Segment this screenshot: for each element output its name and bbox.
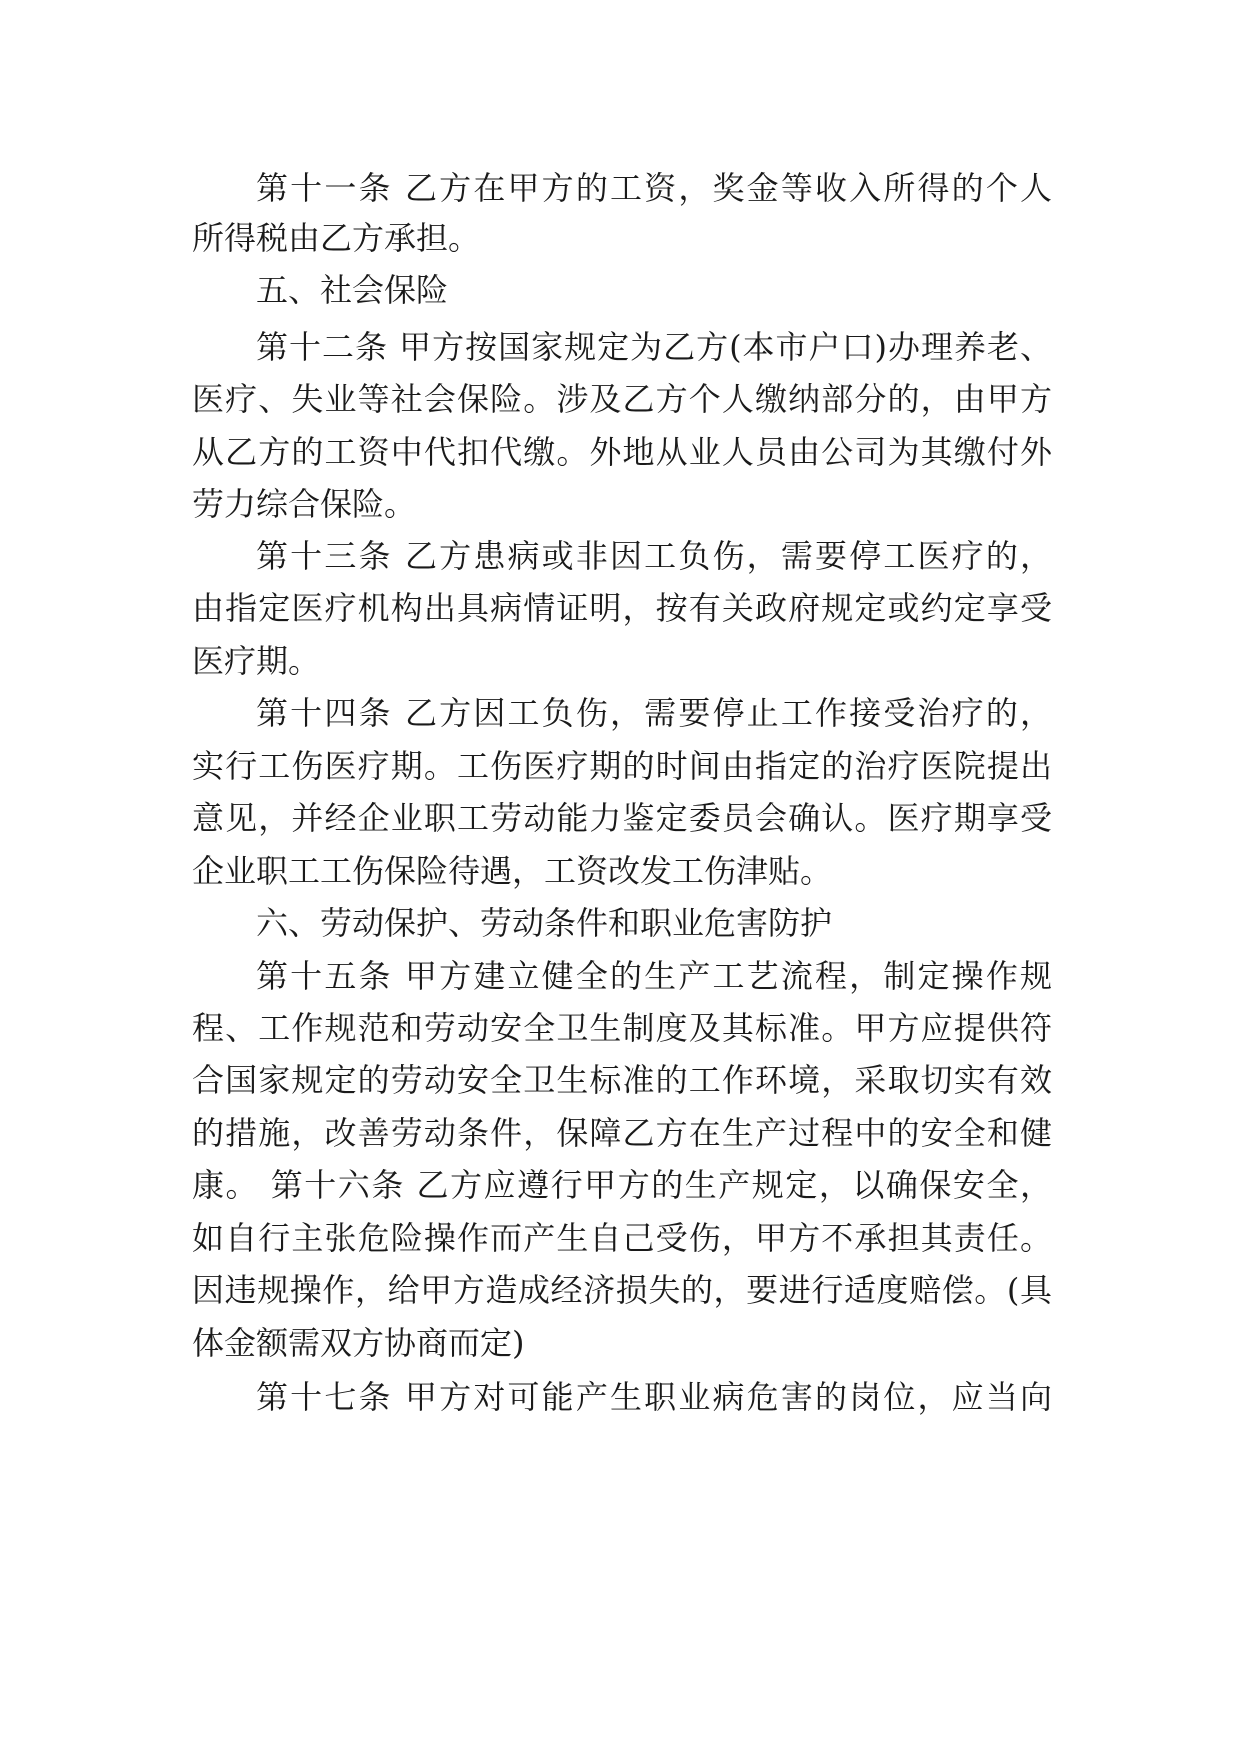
text-line: 第十二条 甲方按国家规定为乙方(本市户口)办理养老、: [256, 328, 1052, 366]
text-line: 从乙方的工资中代扣代缴。外地从业人员由公司为其缴付外: [192, 433, 1052, 471]
text-line: 的措施，改善劳动条件，保障乙方在生产过程中的安全和健: [192, 1114, 1052, 1152]
text-line: 医疗期。: [192, 642, 321, 680]
section-heading: 六、劳动保护、劳动条件和职业危害防护: [256, 904, 833, 942]
text-line: 程、工作规范和劳动安全卫生制度及其标准。甲方应提供符: [192, 1009, 1052, 1047]
text-line: 所得税由乙方承担。: [192, 219, 481, 257]
text-line: 由指定医疗机构出具病情证明，按有关政府规定或约定享受: [192, 589, 1052, 627]
text-line: 体金额需双方协商而定): [192, 1324, 525, 1362]
text-line: 合国家规定的劳动安全卫生标准的工作环境，采取切实有效: [192, 1061, 1052, 1099]
text-line: 第十五条 甲方建立健全的生产工艺流程，制定操作规: [256, 957, 1052, 995]
text-line: 第十四条 乙方因工负伤，需要停止工作接受治疗的，: [256, 694, 1052, 732]
text-line: 企业职工工伤保险待遇，工资改发工伤津贴。: [192, 852, 833, 890]
text-line: 第十一条 乙方在甲方的工资，奖金等收入所得的个人: [256, 169, 1052, 207]
section-heading: 五、社会保险: [256, 271, 449, 309]
text-line: 如自行主张危险操作而产生自己受伤，甲方不承担其责任。: [192, 1219, 1052, 1257]
text-line: 意见，并经企业职工劳动能力鉴定委员会确认。医疗期享受: [192, 799, 1052, 837]
text-line: 劳力综合保险。: [192, 485, 417, 523]
text-line: 第十三条 乙方患病或非因工负伤，需要停工医疗的，: [256, 537, 1052, 575]
text-line: 因违规操作，给甲方造成经济损失的，要进行适度赔偿。(具: [192, 1271, 1052, 1309]
text-line: 第十七条 甲方对可能产生职业病危害的岗位，应当向: [256, 1378, 1052, 1416]
text-line: 医疗、失业等社会保险。涉及乙方个人缴纳部分的，由甲方: [192, 380, 1052, 418]
text-line: 康。 第十六条 乙方应遵行甲方的生产规定，以确保安全，: [192, 1166, 1052, 1204]
text-line: 实行工伤医疗期。工伤医疗期的时间由指定的治疗医院提出: [192, 747, 1052, 785]
